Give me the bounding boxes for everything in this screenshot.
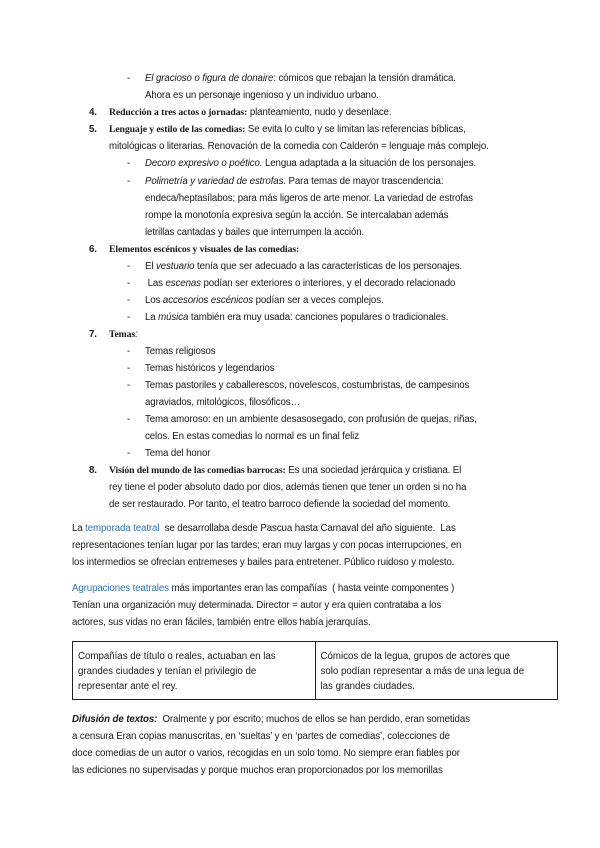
- companies-table: [72, 641, 558, 700]
- prefix: El: [145, 261, 157, 272]
- temporada-line-2: representaciones tenían lugar por las tardes; eran muy largas y con pocas interrupciones, en: [72, 540, 462, 551]
- polimetria-text: Para temas de mayor trascendencia:: [285, 176, 444, 187]
- accesorios-line: [145, 294, 384, 307]
- tema-honor: Tema del honor: [145, 448, 211, 459]
- item5-line: [109, 123, 466, 136]
- difusion-term: Difusión de textos:: [72, 714, 158, 725]
- difusion-line-4: las ediciones no supervisadas y porque muchos eran proporcionados por los memorillas: [72, 765, 443, 776]
- musica-line: [145, 311, 448, 324]
- table-row: [73, 642, 558, 700]
- bullet-dash: -: [127, 312, 131, 323]
- item5-line-2: mitológicas o literarias. Renovación de la comedia con Calderón = lenguaje más complejo.: [109, 141, 489, 152]
- bullet-dash: -: [127, 73, 131, 84]
- item6-heading: Elementos escénicos y visuales de las comedias:: [109, 244, 300, 255]
- polimetria-line: [145, 175, 443, 188]
- table-cell-line: las grandes ciudades.: [320, 681, 415, 692]
- difusion-line-2: a censura Eran copias manuscritas, en ‘sueltas’ y en ‘partes de comedias’, colecciones de: [72, 731, 450, 742]
- bullet-dash: -: [127, 176, 131, 187]
- agrupaciones-line-3: actores, sus vidas no eran fáciles, también entre ellos había jerarquías.: [72, 617, 371, 628]
- difusion-line-3: doce comedias de un autor o varios, recogidas en un solo tomo. No siempre eran fiables por: [72, 748, 460, 759]
- prefix: La: [72, 523, 86, 534]
- item7-heading: Temas: [109, 329, 136, 340]
- temporada-term: temporada teatral: [85, 523, 160, 534]
- bullet-dash: -: [127, 295, 131, 306]
- musica-text: también era muy usada: canciones populares o tradicionales.: [188, 312, 449, 323]
- table-cell-line: Cómicos de la legua, grupos de actores que: [320, 651, 511, 662]
- agrupaciones-line-2: Tenían una organización muy determinada. Director = autor y era quien contrataba a los: [72, 600, 442, 611]
- vestuario-text: tenía que ser adecuado a las características de los personajes.: [194, 261, 463, 272]
- polimetria-line-4: letrillas cantadas y bailes que interrumpen la acción.: [145, 227, 365, 238]
- table-cell-line: Compañías de título o reales, actuaban en las: [78, 651, 276, 662]
- prefix: La: [145, 312, 159, 323]
- bullet-dash: -: [127, 380, 131, 391]
- gracioso-line-2: Ahora es un personaje ingenioso y un individuo urbano.: [145, 90, 379, 101]
- agrupaciones-line: [72, 582, 454, 595]
- table-cell-line: representar ante el rey.: [78, 681, 178, 692]
- item-number: 4.: [89, 107, 97, 118]
- table-cell-legua: [315, 642, 558, 700]
- tema-amoroso-2: celos. En estas comedias lo normal es un final feliz: [145, 431, 359, 442]
- item7-line: [109, 328, 138, 341]
- item8-heading: Visión del mundo de las comedias barrocas:: [109, 465, 286, 476]
- accesorios-text: podían ser a veces complejos.: [253, 295, 384, 306]
- bullet-dash: -: [127, 414, 131, 425]
- decoro-term: Decoro expresivo o poético.: [145, 158, 263, 169]
- item4-line: [109, 106, 392, 119]
- item7-colon: :: [135, 329, 138, 340]
- escenas-line: [145, 277, 455, 290]
- polimetria-line-3: rompe la monotonía expresiva según la acción. Se intercalaban además: [145, 210, 449, 221]
- tema-pastoriles: Temas pastoriles y caballerescos, novelescos, costumbristas, de campesinos: [145, 380, 470, 391]
- item4-heading: Reducción a tres actos o jornadas:: [109, 107, 248, 118]
- item-number: 5.: [89, 124, 97, 135]
- table-cell-reales: [73, 642, 316, 700]
- bullet-dash: -: [127, 158, 131, 169]
- gracioso-text: : cómicos que rebajan la tensión dramática.: [273, 73, 456, 84]
- agrupaciones-text: más importantes eran las compañías ( hasta veinte componentes ): [168, 583, 455, 594]
- temporada-text: se desarrollaba desde Pascua hasta Carnaval del año siguiente. Las: [159, 523, 456, 534]
- difusion-line: [72, 713, 470, 726]
- item6-line: [109, 243, 299, 256]
- table-cell-line: grandes ciudades y tenían el privilegio de: [78, 666, 257, 677]
- gracioso-term: El gracioso o figura de donaire: [145, 73, 274, 84]
- temporada-line-3: los intermedios se ofrecían entremeses y bailes para entretener. Público ruidoso y molesto.: [72, 557, 455, 568]
- item5-heading: Lenguaje y estilo de las comedias:: [109, 124, 246, 135]
- gracioso-line: [145, 72, 456, 85]
- item8-line: [109, 464, 461, 477]
- tema-pastoriles-2: agraviados, mitológicos, filosóficos…: [145, 397, 301, 408]
- vestuario-line: [145, 260, 462, 273]
- agrupaciones-term: Agrupaciones teatrales: [72, 583, 169, 594]
- accesorios-term: accesorios escénicos: [162, 295, 253, 306]
- escenas-term: escenas: [165, 278, 201, 289]
- escenas-text: podían ser exteriores o interiores, y el decorado relacionado: [200, 278, 456, 289]
- tema-historicos: Temas históricos y legendarios: [145, 363, 275, 374]
- temporada-line: [72, 522, 456, 535]
- item-number: 6.: [89, 244, 97, 255]
- prefix: Las: [145, 278, 166, 289]
- bullet-dash: -: [127, 346, 131, 357]
- item8-line-3: de ser restaurado. Por tanto, el teatro barroco defiende la sociedad del momento.: [109, 499, 451, 510]
- decoro-line: [145, 157, 476, 170]
- vestuario-term: vestuario: [156, 261, 195, 272]
- decoro-text: Lengua adaptada a la situación de los personajes.: [262, 158, 477, 169]
- item5-text: Se evita lo culto y se limitan las referencias bíblicas,: [245, 124, 466, 135]
- bullet-dash: -: [127, 261, 131, 272]
- item-number: 7.: [89, 329, 97, 340]
- polimetria-term: Polimetría y variedad de estrofas.: [145, 176, 286, 187]
- item-number: 8.: [89, 465, 97, 476]
- musica-term: música: [158, 312, 189, 323]
- bullet-dash: -: [127, 278, 131, 289]
- item8-line-2: rey tiene el poder absoluto dado por dios, además tienen que tener un orden si no ha: [109, 482, 467, 493]
- tema-religiosos: Temas religiosos: [145, 346, 216, 357]
- prefix: Los: [145, 295, 163, 306]
- tema-amoroso: Tema amoroso: en un ambiente desasosegado, con profusión de quejas, riñas,: [145, 414, 477, 425]
- item8-text: Es una sociedad jerárquica y cristiana. El: [285, 465, 462, 476]
- difusion-text: Oralmente y por escrito; muchos de ellos se han perdido, eran sometidas: [157, 714, 470, 725]
- bullet-dash: -: [127, 363, 131, 374]
- bullet-dash: -: [127, 448, 131, 459]
- item4-text: planteamiento, nudo y desenlace.: [247, 107, 392, 118]
- table-cell-line: solo podían representar a más de una legua de: [320, 666, 525, 677]
- polimetria-line-2: endeca/heptasílabos; para más ligeros de arte menor. La variedad de estrofas: [145, 193, 473, 204]
